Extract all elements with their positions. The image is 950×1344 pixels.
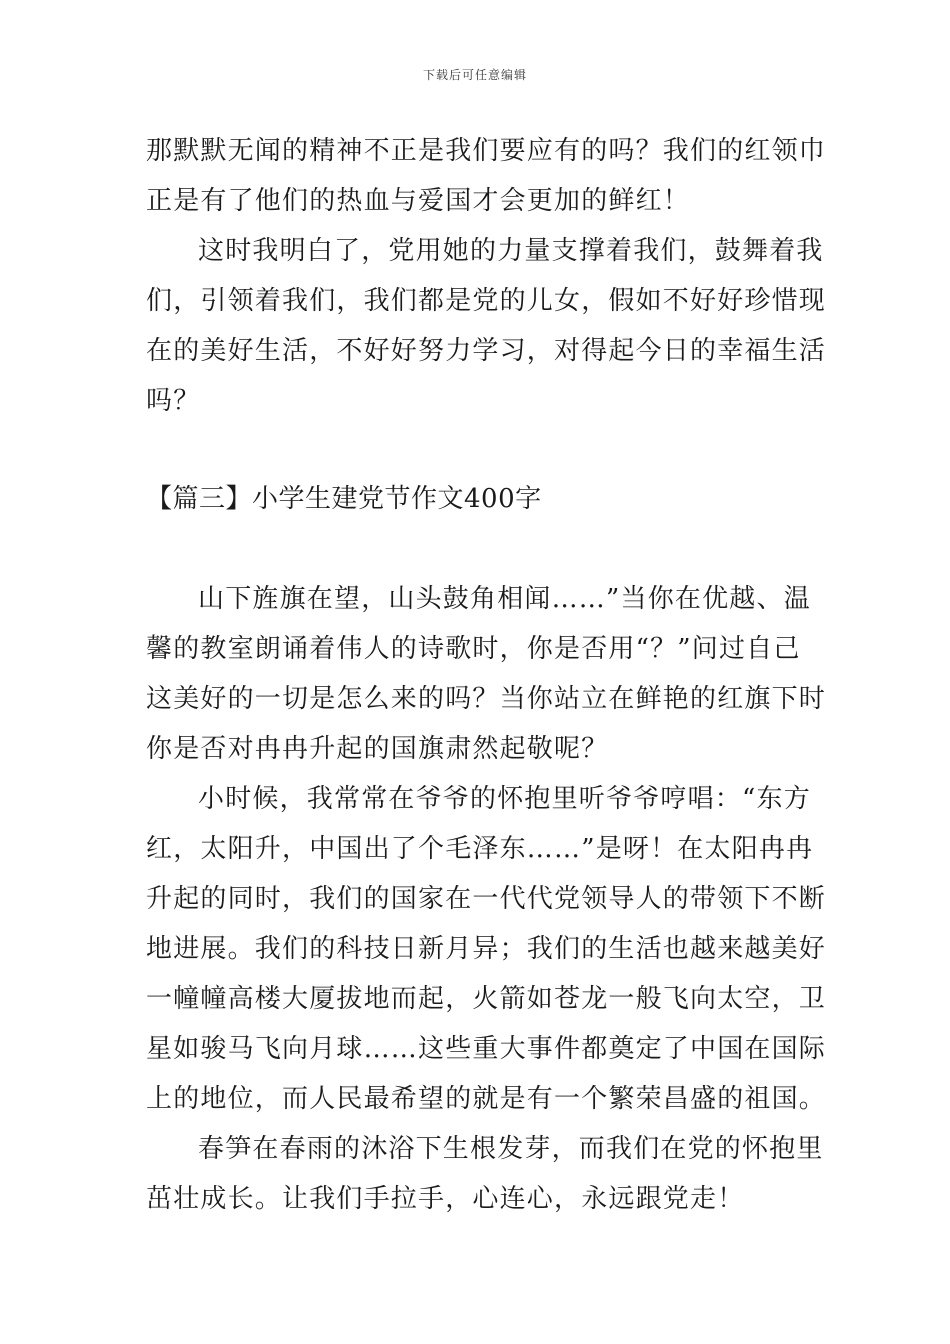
paragraph: [146, 1124, 824, 1224]
text-line: 小时候，我常常在爷爷的怀抱里听爷爷哼唱：“东方: [198, 784, 811, 814]
text-line: 春笋在春雨的沐浴下生根发芽，而我们在党的怀抱里: [198, 1134, 824, 1164]
text-line: 山下旌旗在望，山头鼓角相闻……”当你在优越、温: [198, 584, 811, 614]
paragraph: [146, 774, 827, 1124]
section-title: 【篇三】小学生建党节作文400字: [146, 484, 542, 514]
text-line: 上的地位，而人民最希望的就是有一个繁荣昌盛的祖国。: [146, 1084, 827, 1114]
paragraph: [146, 126, 827, 226]
text-line: 茁壮成长。让我们手拉手，心连心，永远跟党走！: [146, 1184, 745, 1214]
paragraph: [146, 574, 827, 774]
text-line: 在的美好生活，不好好努力学习，对得起今日的幸福生活: [146, 336, 827, 366]
paragraph: [146, 226, 827, 426]
text-line: 红，太阳升，中国出了个毛泽东……”是呀！在太阳冉冉: [146, 834, 814, 864]
header-note: 下载后可任意编辑: [422, 68, 527, 82]
text-line: 地进展。我们的科技日新月异；我们的生活也越来越美好: [146, 934, 827, 964]
text-block-2: [146, 574, 827, 1224]
text-line: 星如骏马飞向月球……这些重大事件都奠定了中国在国际: [146, 1034, 827, 1064]
text-line: 正是有了他们的热血与爱国才会更加的鲜红！: [146, 186, 691, 216]
text-line: 吗？: [146, 386, 201, 416]
text-line: 这时我明白了，党用她的力量支撑着我们，鼓舞着我: [198, 236, 824, 266]
text-line: 馨的教室朗诵着伟人的诗歌时，你是否用“？”问过自己: [146, 634, 801, 664]
text-line: 你是否对冉冉升起的国旗肃然起敬呢？: [146, 734, 609, 764]
text-block-1: [146, 126, 827, 426]
text-line: 一幢幢高楼大厦拔地而起，火箭如苍龙一般飞向太空，卫: [146, 984, 827, 1014]
text-line: 这美好的一切是怎么来的吗？当你站立在鲜艳的红旗下时: [146, 684, 827, 714]
text-line: 们，引领着我们，我们都是党的儿女，假如不好好珍惜现: [146, 286, 827, 316]
text-line: 那默默无闻的精神不正是我们要应有的吗？我们的红领巾: [146, 136, 827, 166]
text-line: 升起的同时，我们的国家在一代代党领导人的带领下不断: [146, 884, 827, 914]
